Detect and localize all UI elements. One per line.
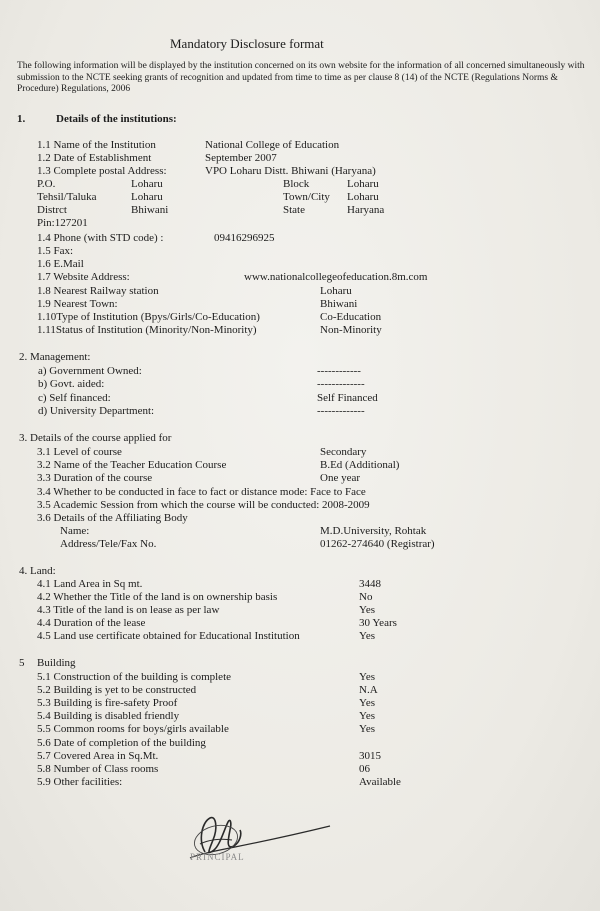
phone-label: 1.4 Phone (with STD code) : [37,232,164,244]
govt-aided-label: b) Govt. aided: [38,378,105,390]
self-financed-value: Self Financed [317,392,378,404]
email-label: 1.6 E.Mail [37,258,84,270]
covered-area-value: 3015 [359,750,381,762]
course-duration-value: One year [320,472,361,484]
phone-value: 09416296925 [214,232,275,244]
district-label: Distrct [37,204,67,216]
course-name-label: 3.2 Name of the Teacher Education Course [37,459,227,471]
institution-status-label: 1.11Status of Institution (Minority/Non-Minority) [37,324,257,336]
website-value: www.nationalcollegeofeducation.8m.com [244,271,428,283]
principal-stamp: PRINCIPAL [190,852,245,862]
disabled-friendly-value: Yes [359,710,376,722]
land-certificate-label: 4.5 Land use certificate obtained for Educational Institution [37,630,300,642]
land-ownership-label: 4.2 Whether the Title of the land is on ownership basis [37,591,278,603]
affiliating-address-label: Address/Tele/Fax No. [60,538,157,550]
institution-type-label: 1.10Type of Institution (Bpys/Girls/Co-Education) [37,311,260,323]
fire-safety-value: Yes [359,697,376,709]
intro-paragraph: The following information will be displayed by the institution concerned on its own website for the information of all concerned simultaneously with submission to the NCTE seeking grants of recognition and updated from time to time as per clause 8 (14) of the NCTE (Regulations Norms & Procedure) Regulations, 2006 [17,61,585,94]
self-financed-label: c) Self financed: [38,392,111,404]
block-value: Loharu [347,178,379,190]
pin-code: Pin:127201 [37,217,88,229]
fire-safety-label: 5.3 Building is fire-safety Proof [37,697,178,709]
railway-station-label: 1.8 Nearest Railway station [37,285,159,297]
course-mode: 3.4 Whether to be conducted in face to fact or distance mode: Face to Face [37,486,366,498]
course-name-value: B.Ed (Additional) [320,459,400,471]
affiliating-address-value: 01262-274640 (Registrar) [320,538,435,550]
university-dept-label: d) University Department: [38,405,155,417]
land-ownership-value: No [359,591,373,603]
website-label: 1.7 Website Address: [37,271,130,283]
section-5-heading: Building [37,657,76,669]
postal-address-label: 1.3 Complete postal Address: [37,165,167,177]
affiliating-name-label: Name: [60,525,90,537]
class-rooms-label: 5.8 Number of Class rooms [37,763,159,775]
affiliating-name-value: M.D.University, Rohtak [320,525,427,537]
institution-name-value: National College of Education [205,139,340,151]
academic-session: 3.5 Academic Session from which the course will be conducted: 2008-2009 [37,499,370,511]
nearest-town-label: 1.9 Nearest Town: [37,298,118,310]
land-lease-value: Yes [359,604,376,616]
tehsil-label: Tehsil/Taluka [37,191,97,203]
land-area-label: 4.1 Land Area in Sq mt. [37,578,143,590]
district-value: Bhiwani [131,204,169,216]
completion-date-label: 5.6 Date of completion of the building [37,737,206,749]
section-3-heading: 3. Details of the course applied for [19,432,172,444]
section-1-heading: Details of the institutions: [56,113,177,125]
govt-aided-value: ------------- [317,378,365,390]
town-city-value: Loharu [347,191,379,203]
building-complete-value: Yes [359,671,376,683]
section-1-number: 1. [17,113,26,125]
class-rooms-value: 06 [359,763,370,775]
postal-address-value: VPO Loharu Distt. Bhiwani (Haryana) [205,165,376,177]
course-level-value: Secondary [320,446,367,458]
covered-area-label: 5.7 Covered Area in Sq.Mt. [37,750,159,762]
establishment-date-label: 1.2 Date of Establishment [37,152,152,164]
establishment-date-value: September 2007 [205,152,277,164]
land-lease-label: 4.3 Title of the land is on lease as per law [37,604,220,616]
tehsil-value: Loharu [131,191,163,203]
institution-type-value: Co-Education [320,311,382,323]
course-duration-label: 3.3 Duration of the course [37,472,153,484]
land-area-value: 3448 [359,578,381,590]
building-unbuilt-value: N.A [359,684,378,696]
section-4-heading: 4. Land: [19,565,56,577]
po-label: P.O. [37,178,56,190]
po-value: Loharu [131,178,163,190]
building-complete-label: 5.1 Construction of the building is complete [37,671,232,683]
building-unbuilt-label: 5.2 Building is yet to be constructed [37,684,197,696]
land-certificate-value: Yes [359,630,376,642]
course-level-label: 3.1 Level of course [37,446,122,458]
lease-duration-value: 30 Years [359,617,397,629]
town-city-label: Town/City [283,191,330,203]
principal-signature [180,800,350,880]
govt-owned-label: a) Government Owned: [38,365,142,377]
common-rooms-label: 5.5 Common rooms for boys/girls available [37,723,229,735]
fax-label: 1.5 Fax: [37,245,74,257]
other-facilities-label: 5.9 Other facilities: [37,776,123,788]
disabled-friendly-label: 5.4 Building is disabled friendly [37,710,180,722]
institution-name-label: 1.1 Name of the Institution [37,139,156,151]
other-facilities-value: Available [359,776,401,788]
university-dept-value: ------------- [317,405,365,417]
govt-owned-value: ------------ [317,365,361,377]
affiliating-body-label: 3.6 Details of the Affiliating Body [37,512,188,524]
institution-status-value: Non-Minority [320,324,382,336]
section-2-heading: 2. Management: [19,351,91,363]
section-5-number: 5 [19,657,25,669]
common-rooms-value: Yes [359,723,376,735]
state-label: State [283,204,305,216]
nearest-town-value: Bhiwani [320,298,358,310]
document-title: Mandatory Disclosure format [170,36,324,51]
state-value: Haryana [347,204,385,216]
railway-station-value: Loharu [320,285,352,297]
lease-duration-label: 4.4 Duration of the lease [37,617,146,629]
block-label: Block [283,178,310,190]
